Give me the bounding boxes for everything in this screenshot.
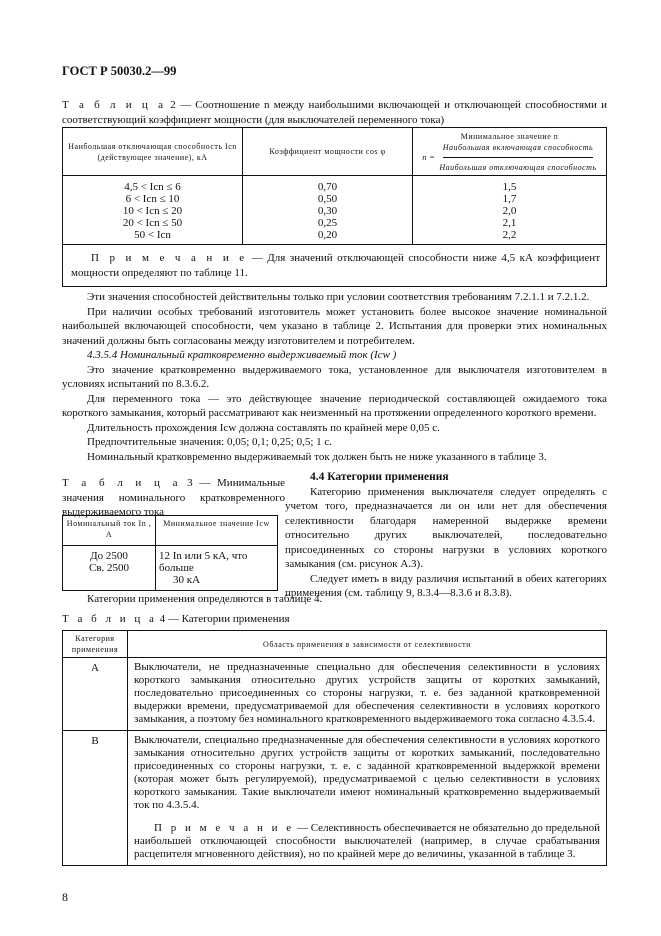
n-cell: 2,1	[502, 217, 517, 229]
table2-note	[63, 245, 607, 287]
paragraph: Категорию применения выключателя следует определять с учетом того, предназначается ли он или нет для обеспечения селективности благодаря намеренной выдержке времени относительно других выключателей, последовательно присоединенных со стороны нагрузки в условиях короткого замыкания (см. рисунок А.3).	[285, 485, 607, 570]
category-cell: B	[63, 731, 128, 866]
current-cell: Св. 2500	[88, 562, 130, 574]
cos-cell: 0,50	[317, 193, 338, 205]
table2-header-n	[413, 128, 607, 176]
table4-header-area: Область применения в зависимости от селективности	[128, 631, 607, 658]
note-prefix: П р и м е ч а н и е	[154, 822, 295, 834]
paragraph: Эти значения способностей действительны только при условии соответствия требованиям 7.2.1.1 и 7.2.1.2.	[87, 291, 590, 303]
value-cell: 12 In или 5 кА, что больше	[159, 550, 248, 574]
cos-cell: 0,25	[317, 217, 338, 229]
range-cell: 6 < Icn ≤ 10	[125, 193, 180, 205]
caption-prefix: Т а б л и ц а	[62, 613, 157, 625]
n-cell: 1,5	[502, 181, 517, 193]
table-row	[63, 658, 607, 731]
n-title: Минимальное значение n	[460, 131, 559, 141]
table2-n	[413, 176, 607, 245]
n-numerator: Наибольшая включающая способность	[443, 142, 593, 158]
cos-cell: 0,30	[317, 205, 338, 217]
description-cell: Выключатели, не предназначенные специально для обеспечения селективности в условиях короткого замыкания относительно других устройств защиты от коротких замыканий, последовательно присоединенных со стороны нагрузки, т. е. без заданной кратковременной выдержки времени, предусматриваемой для обеспечения селективности в условиях короткого замыкания, а поэтому без номинального кратковременного выдерживаемого тока согласно 4.3.5.4.	[128, 658, 607, 731]
table4-intro: Категории применения определяются в таблице 4.	[87, 593, 323, 605]
table2-cos	[243, 176, 413, 245]
caption-prefix: Т а б л и ц а	[62, 477, 181, 489]
table3-currents	[63, 546, 156, 591]
value-cell: 30 кА	[173, 574, 201, 586]
description-cell	[128, 731, 607, 866]
current-cell: До 2500	[90, 550, 128, 562]
caption-text: 4 — Категории применения	[159, 613, 290, 625]
table-3	[62, 515, 278, 591]
n-cell: 2,0	[502, 205, 517, 217]
table2-header-capacity: Наибольшая отключающая способность Icn (действующее значение), кА	[63, 128, 243, 176]
note-text: — Селективность обеспечивается не обязательно до предельной наибольшей отключающей способности выключателей (например, в случае срабатывания расцепителя мгновенного действия), но по крайней мере до величины, указанной в таблице 3.	[134, 822, 600, 860]
paragraph: Следует иметь в виду различия испытаний в обеих категориях применения (см. таблицу 9, 8.3.4—8.3.6 и 8.3.8).	[285, 572, 607, 599]
table-4	[62, 630, 607, 866]
n-formula	[422, 142, 596, 173]
cos-cell: 0,20	[317, 229, 338, 241]
table2-ranges	[63, 176, 243, 245]
table-row	[63, 731, 607, 866]
note-text: — Для значений отключающей способности ниже 4,5 кА коэффициент мощности определяют по таблице 11.	[71, 252, 600, 279]
subsection-heading: 4.3.5.4 Номинальный кратковременно выдерживаемый ток (Icw )	[87, 349, 397, 361]
table3-header-current: Номинальный ток In , А	[63, 516, 156, 546]
range-cell: 10 < Icn ≤ 20	[122, 205, 183, 217]
cos-cell: 0,70	[317, 181, 338, 193]
document-header: ГОСТ Р 50030.2—99	[62, 64, 177, 78]
paragraph: Номинальный кратковременно выдерживаемый ток должен быть не ниже указанного в таблице 3.	[87, 450, 547, 463]
table4-caption	[62, 612, 290, 627]
table2-caption	[62, 98, 607, 127]
description-text: Выключатели, специально предназначенные для обеспечения селективности в условиях короткого замыкания относительно других устройств защиты от коротких замыканий, последовательно присоединенных со стороны нагрузки, т. е. с заданной кратковременной выдержкой времени (которая может быть регулируемой), предусматриваемой с целью селективности в условиях короткого замыкания. Такие выключатели имеют номинальный кратковременно выдерживаемый ток по 4.3.5.4.	[134, 734, 600, 811]
table3-caption	[62, 476, 285, 520]
category-cell: A	[63, 658, 128, 731]
paragraph: Длительность прохождения Icw должна составлять по крайней мере 0,05 с.	[87, 421, 440, 434]
range-cell: 50 < Icn	[134, 229, 171, 241]
paragraph: При наличии особых требований изготовитель может установить более высокое значение номинальной наибольшей включающей способности, чем указано в таблице 2. Испытания для проверки этих номинальных значений должны быть согласованы между изготовителем и потребителем.	[62, 305, 607, 347]
range-cell: 4,5 < Icn ≤ 6	[124, 181, 181, 193]
section-heading: 4.4 Категории применения	[310, 471, 449, 483]
paragraph: Это значение кратковременно выдерживаемого тока, установленное для выключателя изготовителем в условиях испытаний по 8.3.6.2.	[62, 363, 607, 390]
body-text	[62, 290, 607, 464]
paragraph: Предпочтительные значения: 0,05; 0,1; 0,25; 0,5; 1 с.	[87, 436, 333, 448]
n-cell: 1,7	[502, 193, 517, 205]
table3-header-min: Минимальное значение Icw	[156, 516, 278, 546]
table4-note	[134, 822, 600, 861]
caption-prefix: Т а б л и ц а	[62, 99, 166, 111]
n-cell: 2,2	[502, 229, 517, 241]
paragraph: Для переменного тока — это действующее значение периодической составляющей ожидаемого тока короткого замыкания, который рассматривают как неизменный на протяжении определенного короткого времени.	[62, 392, 607, 419]
section-4-4	[285, 470, 607, 601]
caption-text: 3 — Минимальные значения номинального кратковременного выдерживаемого тока	[62, 477, 285, 518]
table4-header-category: Категория применения	[63, 631, 128, 658]
page-number: 8	[62, 890, 68, 904]
n-denominator: Наибольшая отключающая способность	[439, 162, 597, 172]
range-cell: 20 < Icn ≤ 50	[122, 217, 183, 229]
caption-text: 2 — Соотношение n между наибольшими включающей и отключающей способностями и соответствующий коэффициент мощности (для выключателей переменного тока)	[62, 99, 608, 126]
table3-values	[156, 546, 278, 591]
note-prefix: П р и м е ч а н и е	[91, 252, 248, 264]
n-eq: n =	[422, 152, 436, 162]
table2-header-cos: Коэффициент мощности cos φ	[243, 128, 413, 176]
table-2	[62, 127, 607, 287]
